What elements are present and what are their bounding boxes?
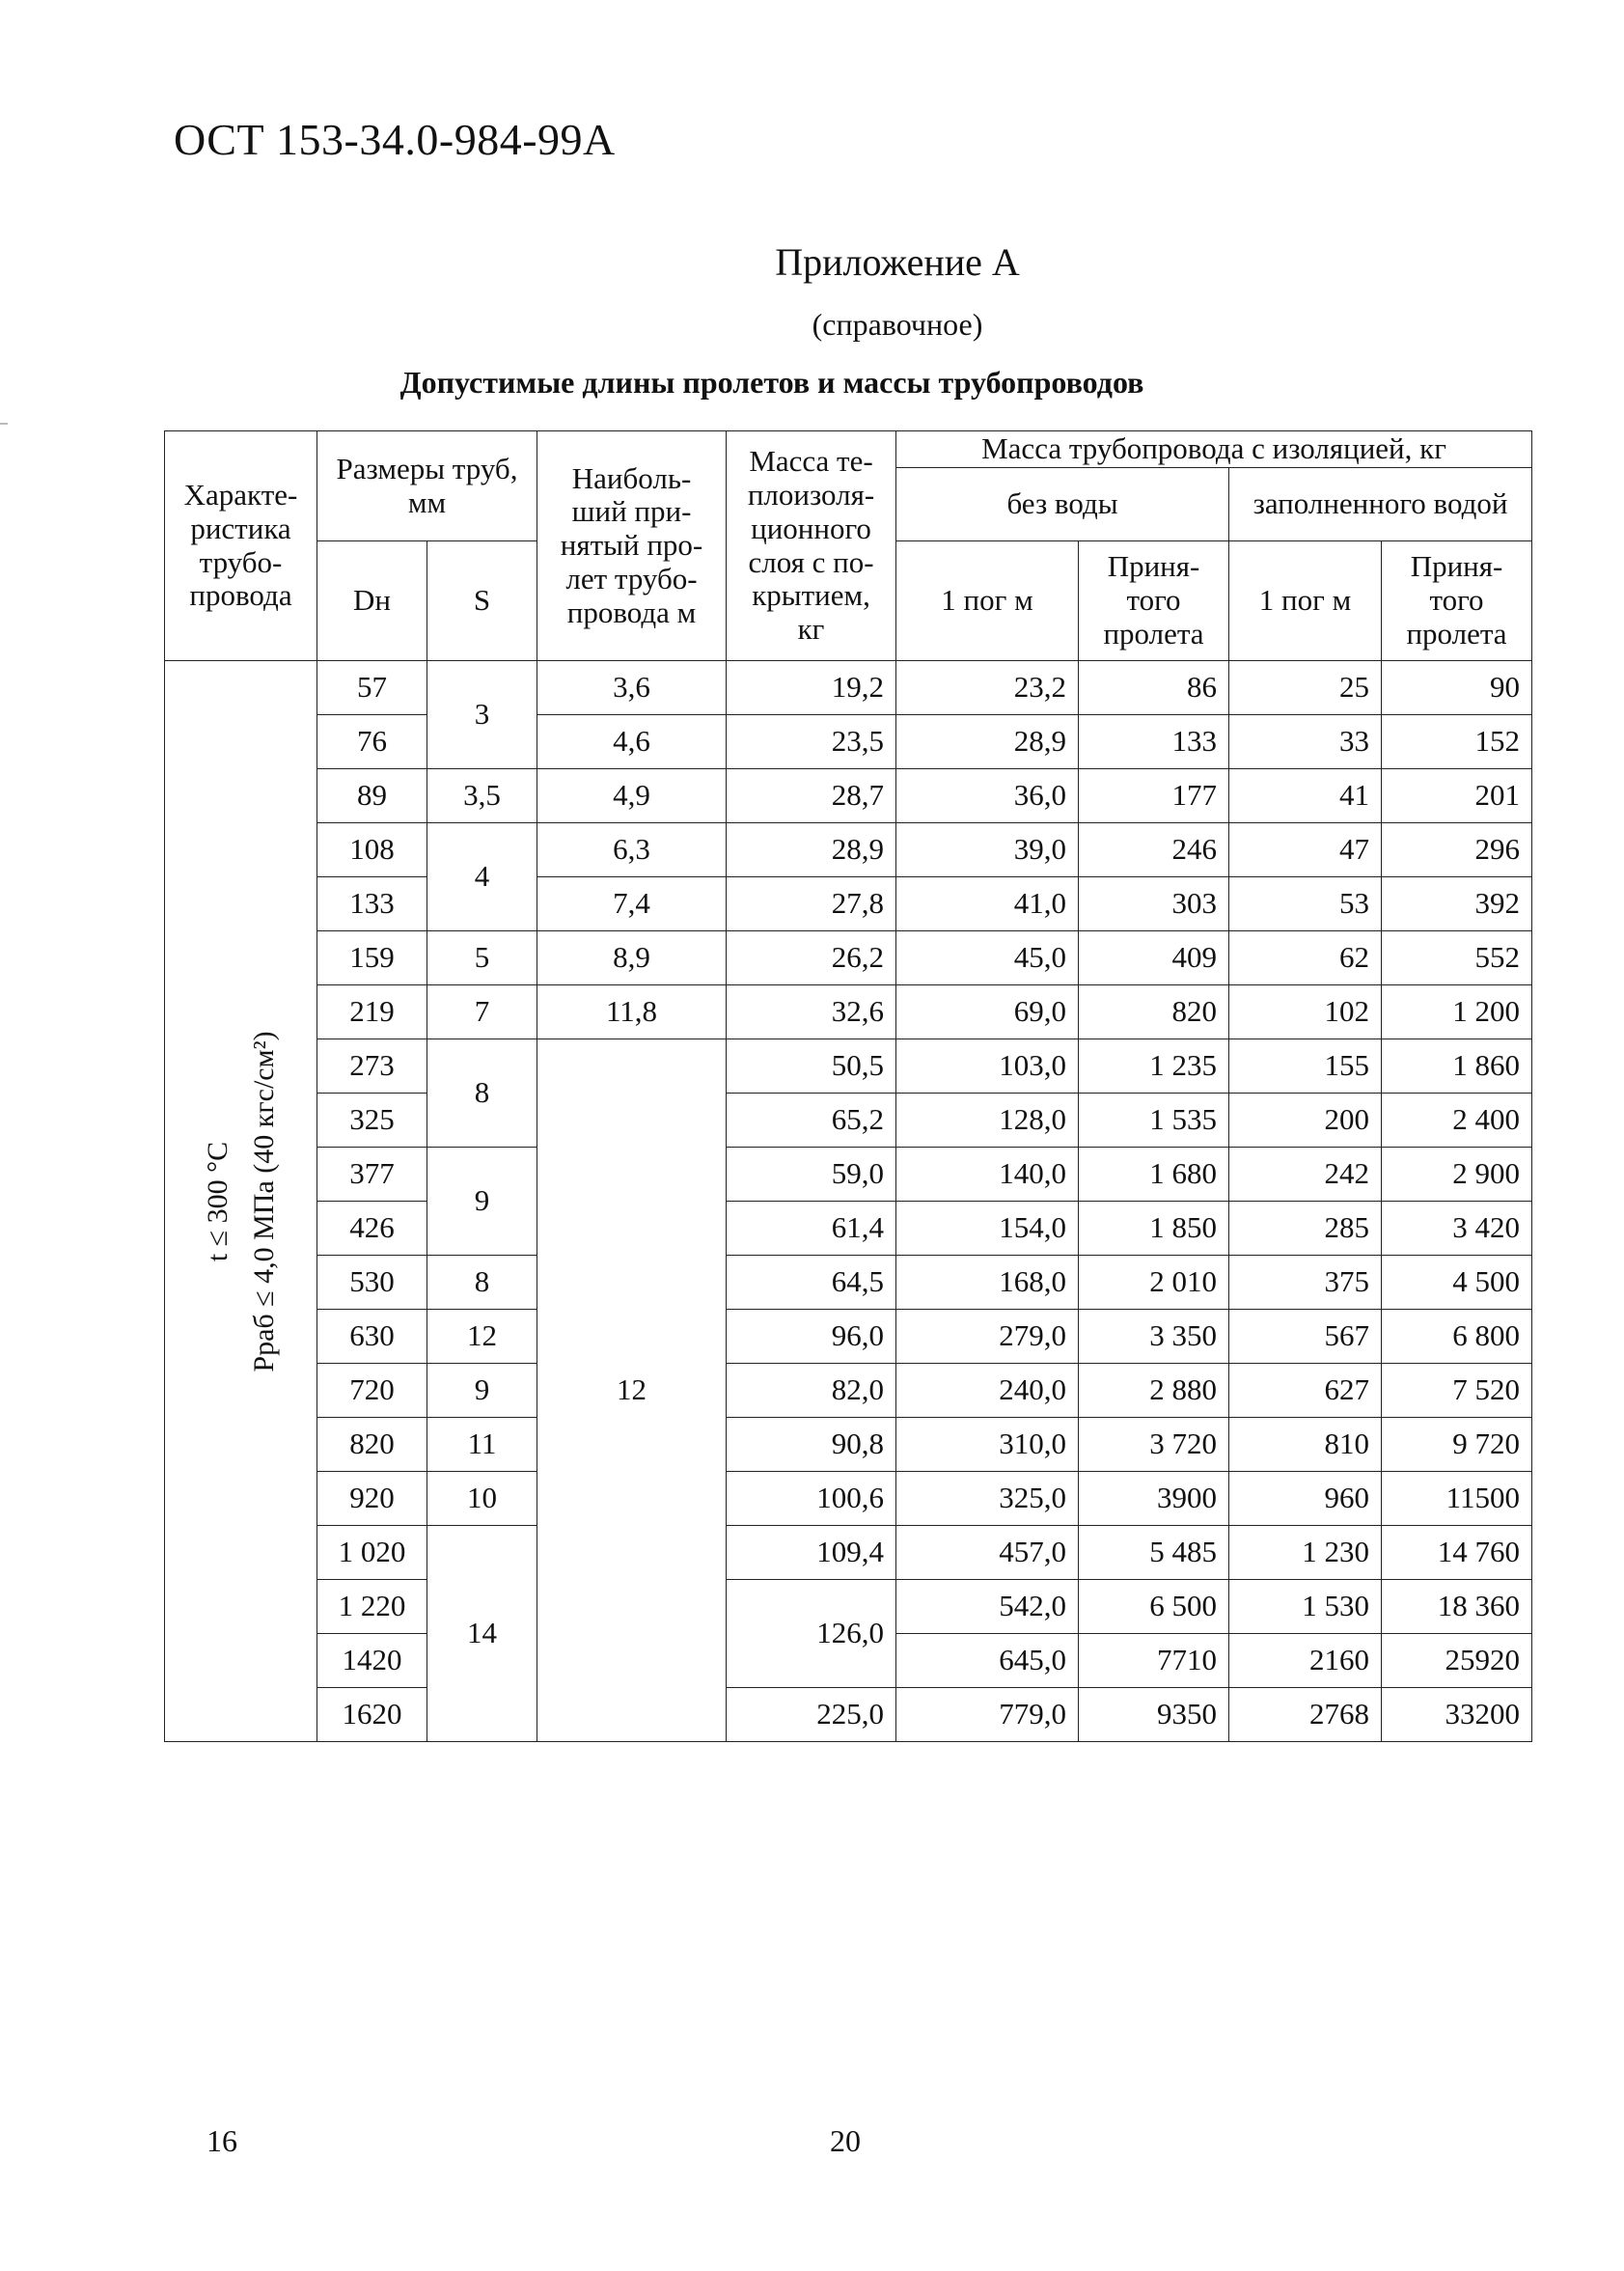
characteristic-cell (165, 661, 317, 1742)
header-wet-per-span: Приня-того пролета (1382, 541, 1532, 661)
cell-wet-per-meter: 62 (1229, 931, 1382, 985)
cell-wet-per-span: 2 900 (1382, 1148, 1532, 1202)
table-row (165, 1039, 1532, 1094)
cell-s: 10 (427, 1472, 537, 1526)
cell-dry-per-meter: 279,0 (896, 1310, 1079, 1364)
cell-wet-per-meter: 25 (1229, 661, 1382, 715)
cell-wet-per-span: 90 (1382, 661, 1532, 715)
cell-dry-per-span: 7710 (1079, 1634, 1229, 1688)
temperature-limit: t ≤ 300 °C (201, 1141, 234, 1261)
table-row (165, 1094, 1532, 1148)
cell-wet-per-span: 1 860 (1382, 1039, 1532, 1094)
cell-insulation-mass: 32,6 (727, 985, 896, 1039)
cell-max-span: 7,4 (537, 877, 727, 931)
cell-dry-per-span: 246 (1079, 823, 1229, 877)
cell-wet-per-meter: 47 (1229, 823, 1382, 877)
cell-max-span: 3,6 (537, 661, 727, 715)
table-row (165, 985, 1532, 1039)
cell-insulation-mass: 126,0 (727, 1580, 896, 1688)
cell-s: 8 (427, 1039, 537, 1148)
cell-insulation-mass: 19,2 (727, 661, 896, 715)
page-number-center: 20 (830, 2123, 861, 2158)
cell-wet-per-span: 25920 (1382, 1634, 1532, 1688)
table-row (165, 1688, 1532, 1742)
header-dry-per-span: Приня-того пролета (1079, 541, 1229, 661)
cell-wet-per-meter: 960 (1229, 1472, 1382, 1526)
cell-max-span: 11,8 (537, 985, 727, 1039)
cell-wet-per-meter: 375 (1229, 1256, 1382, 1310)
cell-dry-per-span: 177 (1079, 769, 1229, 823)
cell-dn: 530 (317, 1256, 427, 1310)
cell-wet-per-span: 392 (1382, 877, 1532, 931)
cell-wet-per-meter: 200 (1229, 1094, 1382, 1148)
table-row (165, 769, 1532, 823)
cell-dry-per-span: 6 500 (1079, 1580, 1229, 1634)
document-code: ОСТ 153-34.0-984-99А (174, 115, 616, 164)
cell-dry-per-span: 1 680 (1079, 1148, 1229, 1202)
cell-dry-per-span: 409 (1079, 931, 1229, 985)
cell-wet-per-span: 2 400 (1382, 1094, 1532, 1148)
table-row (165, 715, 1532, 769)
cell-dry-per-meter: 39,0 (896, 823, 1079, 877)
cell-wet-per-meter: 567 (1229, 1310, 1382, 1364)
table-row (165, 1472, 1532, 1526)
header-wet-per-meter: 1 пог м (1229, 541, 1382, 661)
cell-dn: 426 (317, 1202, 427, 1256)
cell-wet-per-meter: 53 (1229, 877, 1382, 931)
cell-dn: 133 (317, 877, 427, 931)
cell-dn: 377 (317, 1148, 427, 1202)
cell-s: 8 (427, 1256, 537, 1310)
cell-dry-per-meter: 240,0 (896, 1364, 1079, 1418)
cell-max-span: 8,9 (537, 931, 727, 985)
cell-dn: 630 (317, 1310, 427, 1364)
cell-wet-per-span: 201 (1382, 769, 1532, 823)
table-row (165, 1202, 1532, 1256)
cell-wet-per-span: 18 360 (1382, 1580, 1532, 1634)
header-with-water: заполненного водой (1229, 468, 1532, 541)
cell-dry-per-span: 2 880 (1079, 1364, 1229, 1418)
cell-wet-per-span: 152 (1382, 715, 1532, 769)
cell-wet-per-span: 1 200 (1382, 985, 1532, 1039)
cell-dn: 57 (317, 661, 427, 715)
cell-dn: 273 (317, 1039, 427, 1094)
cell-dn: 108 (317, 823, 427, 877)
cell-wet-per-span: 296 (1382, 823, 1532, 877)
table-row (165, 1148, 1532, 1202)
header-max-span: Наиболь-ший при-нятый про-лет трубо-провода м (537, 431, 727, 661)
pressure-limit: Рраб ≤ 4,0 МПа (40 кгс/см²) (247, 1030, 280, 1372)
cell-s: 9 (427, 1148, 537, 1256)
cell-dry-per-span: 1 535 (1079, 1094, 1229, 1148)
cell-dn: 159 (317, 931, 427, 985)
cell-insulation-mass: 225,0 (727, 1688, 896, 1742)
cell-dry-per-span: 3 720 (1079, 1418, 1229, 1472)
table-row (165, 661, 1532, 715)
cell-wet-per-span: 6 800 (1382, 1310, 1532, 1364)
spans-masses-table (164, 430, 1532, 1742)
cell-dry-per-meter: 41,0 (896, 877, 1079, 931)
cell-wet-per-meter: 627 (1229, 1364, 1382, 1418)
cell-dry-per-meter: 310,0 (896, 1418, 1079, 1472)
cell-insulation-mass: 82,0 (727, 1364, 896, 1418)
header-characteristic: Характе-ристика трубо-провода (165, 431, 317, 661)
cell-dn: 76 (317, 715, 427, 769)
cell-max-span: 4,9 (537, 769, 727, 823)
cell-insulation-mass: 27,8 (727, 877, 896, 931)
cell-s: 14 (427, 1526, 537, 1742)
cell-wet-per-meter: 1 530 (1229, 1580, 1382, 1634)
cell-wet-per-meter: 242 (1229, 1148, 1382, 1202)
cell-dn: 1420 (317, 1634, 427, 1688)
cell-dry-per-meter: 154,0 (896, 1202, 1079, 1256)
cell-insulation-mass: 64,5 (727, 1256, 896, 1310)
cell-dry-per-span: 303 (1079, 877, 1229, 931)
cell-wet-per-meter: 2160 (1229, 1634, 1382, 1688)
cell-wet-per-span: 11500 (1382, 1472, 1532, 1526)
cell-s: 11 (427, 1418, 537, 1472)
cell-insulation-mass: 96,0 (727, 1310, 896, 1364)
cell-dry-per-span: 9350 (1079, 1688, 1229, 1742)
cell-dry-per-span: 1 850 (1079, 1202, 1229, 1256)
cell-wet-per-span: 14 760 (1382, 1526, 1532, 1580)
cell-dry-per-meter: 645,0 (896, 1634, 1079, 1688)
cell-dn: 1 020 (317, 1526, 427, 1580)
cell-insulation-mass: 109,4 (727, 1526, 896, 1580)
cell-dn: 1620 (317, 1688, 427, 1742)
cell-s: 5 (427, 931, 537, 985)
cell-insulation-mass: 23,5 (727, 715, 896, 769)
cell-max-span: 4,6 (537, 715, 727, 769)
cell-wet-per-meter: 1 230 (1229, 1526, 1382, 1580)
cell-dry-per-meter: 128,0 (896, 1094, 1079, 1148)
header-dn: Dн (317, 541, 427, 661)
header-pipe-mass: Масса трубопровода с изоляцией, кг (896, 431, 1532, 468)
table-row (165, 1580, 1532, 1634)
cell-dry-per-meter: 28,9 (896, 715, 1079, 769)
cell-dry-per-meter: 457,0 (896, 1526, 1079, 1580)
page-number-left: 16 (206, 2123, 237, 2158)
table-row (165, 1418, 1532, 1472)
cell-insulation-mass: 26,2 (727, 931, 896, 985)
cell-dry-per-span: 3900 (1079, 1472, 1229, 1526)
cell-wet-per-meter: 285 (1229, 1202, 1382, 1256)
cell-dry-per-span: 133 (1079, 715, 1229, 769)
cell-insulation-mass: 50,5 (727, 1039, 896, 1094)
cell-wet-per-span: 3 420 (1382, 1202, 1532, 1256)
cell-wet-per-span: 4 500 (1382, 1256, 1532, 1310)
cell-dry-per-meter: 45,0 (896, 931, 1079, 985)
cell-s: 9 (427, 1364, 537, 1418)
cell-max-span: 12 (537, 1039, 727, 1742)
cell-dry-per-meter: 168,0 (896, 1256, 1079, 1310)
cell-wet-per-span: 9 720 (1382, 1418, 1532, 1472)
cell-s: 12 (427, 1310, 537, 1364)
cell-dry-per-meter: 69,0 (896, 985, 1079, 1039)
cell-dn: 920 (317, 1472, 427, 1526)
cell-insulation-mass: 100,6 (727, 1472, 896, 1526)
cell-dry-per-meter: 779,0 (896, 1688, 1079, 1742)
cell-insulation-mass: 61,4 (727, 1202, 896, 1256)
cell-dry-per-span: 86 (1079, 661, 1229, 715)
cell-insulation-mass: 65,2 (727, 1094, 896, 1148)
cell-wet-per-meter: 102 (1229, 985, 1382, 1039)
cell-insulation-mass: 28,9 (727, 823, 896, 877)
cell-wet-per-meter: 155 (1229, 1039, 1382, 1094)
cell-insulation-mass: 28,7 (727, 769, 896, 823)
table-row (165, 823, 1532, 877)
header-without-water: без воды (896, 468, 1229, 541)
cell-dry-per-meter: 36,0 (896, 769, 1079, 823)
cell-dry-per-span: 5 485 (1079, 1526, 1229, 1580)
cell-dry-per-span: 3 350 (1079, 1310, 1229, 1364)
cell-s: 4 (427, 823, 537, 931)
cell-insulation-mass: 90,8 (727, 1418, 896, 1472)
cell-dry-per-meter: 23,2 (896, 661, 1079, 715)
cell-wet-per-meter: 810 (1229, 1418, 1382, 1472)
cell-wet-per-span: 552 (1382, 931, 1532, 985)
cell-dn: 820 (317, 1418, 427, 1472)
cell-s: 3,5 (427, 769, 537, 823)
cell-wet-per-meter: 2768 (1229, 1688, 1382, 1742)
cell-dry-per-span: 1 235 (1079, 1039, 1229, 1094)
cell-wet-per-span: 33200 (1382, 1688, 1532, 1742)
cell-dn: 219 (317, 985, 427, 1039)
cell-dry-per-span: 2 010 (1079, 1256, 1229, 1310)
cell-dry-per-meter: 542,0 (896, 1580, 1079, 1634)
cell-dry-per-span: 820 (1079, 985, 1229, 1039)
table-row (165, 1364, 1532, 1418)
cell-dry-per-meter: 140,0 (896, 1148, 1079, 1202)
table-row (165, 1526, 1532, 1580)
table-row (165, 1310, 1532, 1364)
cell-max-span: 6,3 (537, 823, 727, 877)
header-dry-per-meter: 1 пог м (896, 541, 1079, 661)
cell-dry-per-meter: 103,0 (896, 1039, 1079, 1094)
table-row (165, 877, 1532, 931)
cell-dry-per-meter: 325,0 (896, 1472, 1079, 1526)
table-row (165, 931, 1532, 985)
table-row (165, 1256, 1532, 1310)
cell-wet-per-meter: 33 (1229, 715, 1382, 769)
cell-dn: 1 220 (317, 1580, 427, 1634)
cell-dn: 720 (317, 1364, 427, 1418)
table-title: Допустимые длины пролетов и массы трубопроводов (399, 365, 1144, 400)
header-s: S (427, 541, 537, 661)
cell-s: 7 (427, 985, 537, 1039)
header-insulation-mass: Масса те-плоизоля-ционного слоя с по-крытием, кг (727, 431, 896, 661)
appendix-title: Приложение А (775, 240, 1020, 284)
margin-mark (0, 423, 8, 425)
cell-insulation-mass: 59,0 (727, 1148, 896, 1202)
cell-s: 3 (427, 661, 537, 769)
cell-dn: 89 (317, 769, 427, 823)
cell-dn: 325 (317, 1094, 427, 1148)
header-sizes: Размеры труб, мм (317, 431, 537, 541)
cell-wet-per-span: 7 520 (1382, 1364, 1532, 1418)
cell-wet-per-meter: 41 (1229, 769, 1382, 823)
appendix-subtitle: (справочное) (812, 307, 983, 342)
